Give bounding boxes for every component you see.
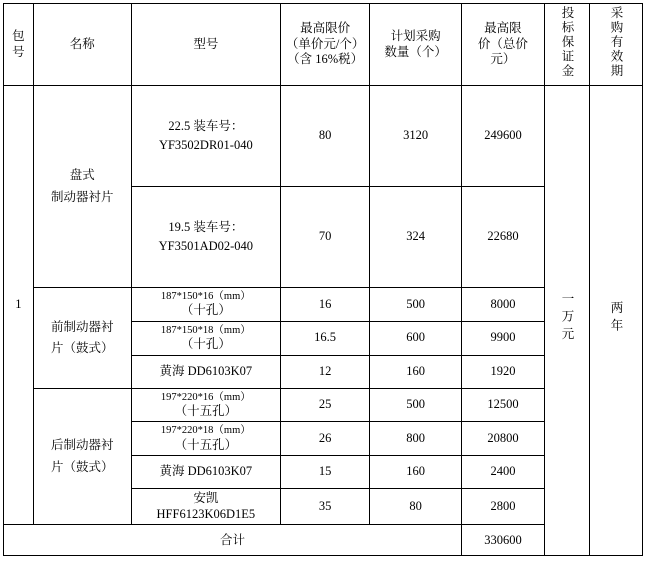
cell-unit-price <box>280 187 369 288</box>
table-row <box>4 86 643 187</box>
model-line-2: （十五孔） <box>174 437 238 452</box>
cell-total <box>461 288 544 322</box>
cell-model <box>131 187 280 288</box>
header-bond-label: 投标保证金 <box>560 6 575 79</box>
cell-model <box>131 288 280 322</box>
total-value: 22680 <box>487 229 519 244</box>
unit-price-value: 80 <box>318 128 332 143</box>
cell-unit-price <box>280 288 369 322</box>
cell-total <box>461 489 544 525</box>
total-value: 20800 <box>487 430 519 445</box>
summary-total <box>461 525 544 556</box>
header-valid-label: 采购有效期 <box>609 6 624 79</box>
cell-category-front-drum <box>33 288 131 389</box>
qty-value: 500 <box>406 397 425 412</box>
cell-qty <box>370 321 462 355</box>
unit-price-value: 12 <box>318 363 332 378</box>
cell-model <box>131 355 280 388</box>
header-total-limit-l3: 元） <box>490 52 516 67</box>
cell-total <box>461 355 544 388</box>
model-line-2: （十孔） <box>180 337 231 351</box>
cell-qty <box>370 456 462 489</box>
qty-value: 80 <box>409 498 422 513</box>
cell-unit-price <box>280 489 369 525</box>
header-name-label: 名称 <box>69 36 95 51</box>
header-bond <box>544 4 589 86</box>
header-price-limit-l2: （单价元/个） <box>285 36 365 51</box>
model-line-1: 187*150*18（mm） <box>160 324 251 336</box>
qty-value: 160 <box>406 363 425 378</box>
model-line-2: （十五孔） <box>174 403 238 418</box>
qty-value: 3120 <box>403 128 429 143</box>
unit-price-value: 15 <box>318 464 332 479</box>
qty-value: 600 <box>406 330 425 345</box>
header-price-limit-l1: 最高限价 <box>300 21 351 36</box>
unit-price-value: 16 <box>318 296 332 311</box>
cell-unit-price <box>280 456 369 489</box>
cell-category-disc <box>33 86 131 288</box>
cell-qty <box>370 422 462 456</box>
model-line-2: HFF6123K06D1E5 <box>156 506 256 521</box>
qty-value: 160 <box>406 464 425 479</box>
total-value: 2400 <box>490 464 516 479</box>
unit-price-value: 26 <box>318 430 332 445</box>
model-line-1: 黄海 DD6103K07 <box>159 464 253 479</box>
unit-price-value: 70 <box>318 229 332 244</box>
valid-value: 两年 <box>609 300 624 336</box>
model-line-2: YF3502DR01-040 <box>158 138 253 153</box>
model-line-1: 197*220*16（mm） <box>160 391 251 403</box>
unit-price-value: 16.5 <box>314 330 337 345</box>
summary-label-text: 合计 <box>219 532 245 547</box>
summary-label <box>4 525 462 556</box>
cell-category-rear-drum <box>33 388 131 525</box>
cell-package-no <box>4 86 34 525</box>
cell-qty <box>370 187 462 288</box>
procurement-table <box>3 3 643 556</box>
cell-model <box>131 489 280 525</box>
cell-qty <box>370 355 462 388</box>
category-disc-l1: 盘式 <box>69 168 95 183</box>
cell-unit-price <box>280 388 369 422</box>
cell-model <box>131 321 280 355</box>
cell-total <box>461 422 544 456</box>
header-model <box>131 4 280 86</box>
cell-total <box>461 321 544 355</box>
model-line-1: 黄海 DD6103K07 <box>159 363 253 378</box>
table-header-row <box>4 4 643 86</box>
category-rear-drum-l2: 片（鼓式） <box>51 459 114 474</box>
header-package-no-l1: 包号 <box>12 28 25 59</box>
cell-unit-price <box>280 422 369 456</box>
cell-bond <box>544 86 589 556</box>
model-line-1: 197*220*18（mm） <box>160 425 251 437</box>
cell-model <box>131 456 280 489</box>
unit-price-value: 25 <box>318 397 332 412</box>
cell-total <box>461 86 544 187</box>
model-line-2: YF3501AD02-040 <box>158 239 254 254</box>
header-total-limit-l2: 价（总价 <box>477 36 528 51</box>
category-rear-drum-l1: 后制动器衬 <box>51 438 114 453</box>
cell-total <box>461 388 544 422</box>
header-price-limit-l3: （含 16%税） <box>287 52 364 67</box>
model-line-1: 安凯 <box>193 491 219 506</box>
header-plan-qty-l1: 计划采购 <box>390 28 441 43</box>
total-value: 9900 <box>490 330 516 345</box>
unit-price-value: 35 <box>318 498 332 513</box>
cell-total <box>461 187 544 288</box>
category-front-drum-l1: 前制动器衬 <box>51 319 114 334</box>
qty-value: 324 <box>406 229 425 244</box>
summary-total-value: 330600 <box>484 532 522 547</box>
model-line-2: （十孔） <box>180 303 231 318</box>
total-value: 2800 <box>490 498 516 513</box>
qty-value: 500 <box>406 296 425 311</box>
total-value: 12500 <box>487 397 519 412</box>
header-valid <box>589 4 642 86</box>
header-package-no <box>4 4 34 86</box>
package-no-value: 1 <box>15 297 22 312</box>
header-model-label: 型号 <box>193 36 219 51</box>
cell-total <box>461 456 544 489</box>
cell-unit-price <box>280 321 369 355</box>
cell-model <box>131 422 280 456</box>
header-total-limit <box>461 4 544 86</box>
cell-valid <box>589 86 642 556</box>
header-plan-qty-l2: 数量（个） <box>384 44 447 59</box>
total-value: 1920 <box>490 363 516 378</box>
cell-qty <box>370 489 462 525</box>
header-total-limit-l1: 最高限 <box>484 21 522 36</box>
model-line-1: 19.5 装车号： <box>168 220 244 235</box>
cell-model <box>131 86 280 187</box>
model-line-1: 22.5 装车号： <box>168 119 244 134</box>
cell-unit-price <box>280 355 369 388</box>
qty-value: 800 <box>406 430 425 445</box>
total-value: 8000 <box>490 296 516 311</box>
category-disc-l2: 制动器衬片 <box>51 189 114 204</box>
cell-unit-price <box>280 86 369 187</box>
cell-qty <box>370 388 462 422</box>
header-name <box>33 4 131 86</box>
header-plan-qty <box>370 4 462 86</box>
header-price-limit <box>280 4 369 86</box>
model-line-1: 187*150*16（mm） <box>160 291 251 303</box>
cell-qty <box>370 86 462 187</box>
cell-qty <box>370 288 462 322</box>
bond-value: 一万元 <box>560 292 575 345</box>
total-value: 249600 <box>484 128 522 143</box>
cell-model <box>131 388 280 422</box>
category-front-drum-l2: 片（鼓式） <box>51 340 114 355</box>
